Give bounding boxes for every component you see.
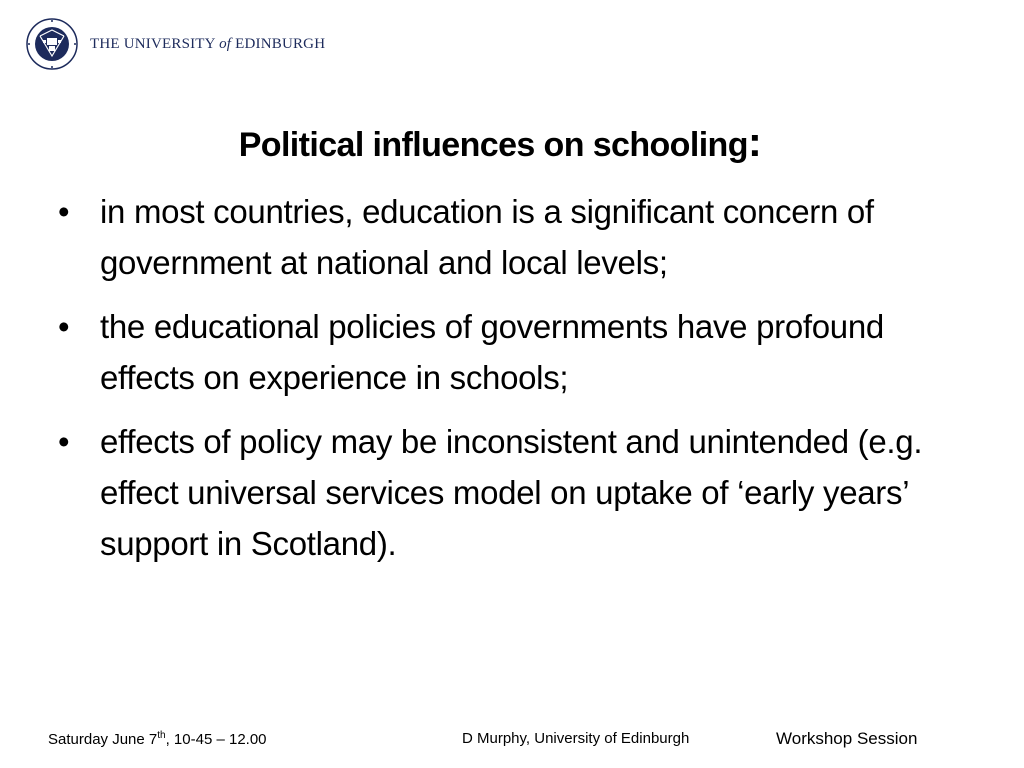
bullet-icon: • (58, 308, 70, 345)
bullet-icon: • (58, 423, 70, 460)
slide-title: Political influences on schooling: (238, 118, 762, 165)
footer-date: Saturday June 7th, 10-45 – 12.00 (48, 730, 267, 748)
bullet-text: in most countries, education is a significant concern of government at national and local levels; (100, 193, 874, 281)
bullet-item (58, 186, 958, 288)
crest-icon (26, 16, 78, 72)
bullet-list (58, 186, 958, 582)
footer-author: D Murphy, University of Edinburgh (462, 730, 690, 747)
bullet-item (58, 416, 958, 569)
university-name: THE UNIVERSITY of EDINBURGH (90, 35, 326, 52)
bullet-item (58, 301, 958, 403)
footer-session: Workshop Session (776, 729, 918, 748)
university-logo (26, 16, 325, 72)
bullet-text: effects of policy may be inconsistent and unintended (e.g. effect universal services model on uptake of ‘early years’ support in Scotland). (100, 423, 923, 562)
bullet-icon: • (58, 193, 70, 230)
bullet-text: the educational policies of governments have profound effects on experience in schools; (100, 308, 884, 396)
